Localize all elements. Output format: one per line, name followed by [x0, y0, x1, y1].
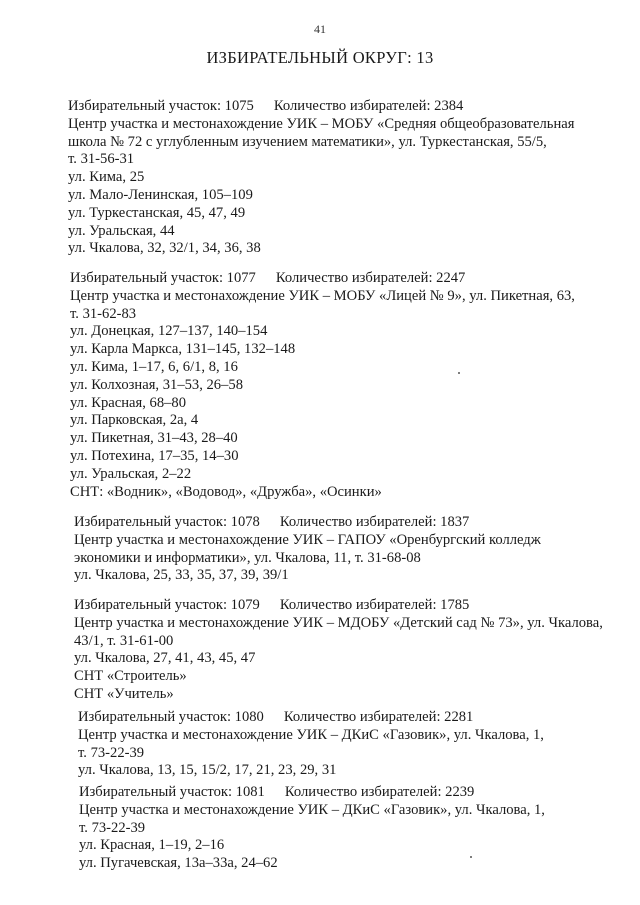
address-line: ул. Донецкая, 127–137, 140–154 — [70, 323, 268, 340]
precinct-number: Избирательный участок: 1081 — [79, 784, 265, 800]
voter-count: Количество избирателей: 2247 — [275, 270, 466, 286]
polling-station-info: Центр участка и местонахождение УИК – МОБУ «Лицей № 9», ул. Пикетная, 63, — [70, 287, 575, 304]
address-line: ул. Кима, 1–17, 6, 6/1, 8, 16 — [70, 358, 238, 375]
polling-station-info: Центр участка и местонахождение УИК – ДКиС «Газовик», ул. Чкалова, 1, — [79, 801, 545, 818]
precinct-header — [74, 597, 603, 615]
address-line: СНТ «Строитель» — [74, 668, 187, 685]
address-line: ул. Потехина, 17–35, 14–30 — [70, 447, 239, 464]
precinct-header — [68, 98, 574, 116]
address-line: ул. Чкалова, 25, 33, 35, 37, 39, 39/1 — [74, 567, 289, 584]
precinct-header — [74, 514, 541, 532]
address-line: ул. Чкалова, 13, 15, 15/2, 17, 21, 23, 29, 31 — [78, 762, 337, 779]
voter-count: Количество избирателей: 2239 — [284, 784, 475, 800]
address-line: ул. Красная, 1–19, 2–16 — [79, 837, 225, 854]
address-line: СНТ «Учитель» — [74, 685, 174, 702]
address-line: ул. Мало-Ленинская, 105–109 — [68, 186, 253, 203]
address-line: ул. Туркестанская, 45, 47, 49 — [68, 204, 246, 221]
address-line: ул. Чкалова, 32, 32/1, 34, 36, 38 — [68, 240, 261, 257]
precinct-block — [78, 709, 544, 780]
address-line: ул. Красная, 68–80 — [70, 394, 187, 411]
address-line: ул. Уральская, 2–22 — [70, 465, 192, 482]
address-line: т. 31-62-83 — [70, 305, 137, 322]
precinct-number: Избирательный участок: 1078 — [74, 514, 260, 530]
precinct-header — [79, 784, 545, 802]
voter-count: Количество избирателей: 2281 — [283, 709, 474, 725]
precinct-number: Избирательный участок: 1077 — [70, 270, 256, 286]
address-line: т. 73-22-39 — [79, 819, 146, 836]
scan-speck — [458, 372, 460, 374]
polling-station-info: Центр участка и местонахождение УИК – МОБУ «Средняя общеобразовательная — [68, 115, 575, 132]
address-line: 43/1, т. 31-61-00 — [74, 632, 174, 649]
precinct-number: Избирательный участок: 1079 — [74, 597, 260, 613]
polling-station-info: Центр участка и местонахождение УИК – ДКиС «Газовик», ул. Чкалова, 1, — [78, 726, 544, 743]
address-line: ул. Чкалова, 27, 41, 43, 45, 47 — [74, 650, 256, 667]
polling-station-info: Центр участка и местонахождение УИК – МДОБУ «Детский сад № 73», ул. Чкалова, — [74, 614, 603, 631]
precinct-block — [79, 784, 545, 873]
address-line: СНТ: «Водник», «Водовод», «Дружба», «Осинки» — [70, 483, 382, 500]
precinct-number: Избирательный участок: 1075 — [68, 98, 254, 114]
address-line: ул. Карла Маркса, 131–145, 132–148 — [70, 341, 296, 358]
precinct-block — [70, 270, 575, 501]
address-line: ул. Кима, 25 — [68, 169, 145, 186]
voter-count: Количество избирателей: 1837 — [279, 514, 470, 530]
address-line: т. 31-56-31 — [68, 151, 135, 168]
precinct-header — [78, 709, 544, 727]
precinct-block — [68, 98, 574, 258]
polling-station-info: Центр участка и местонахождение УИК – ГАПОУ «Оренбургский колледж — [74, 531, 541, 548]
address-line: ул. Парковская, 2а, 4 — [70, 412, 199, 429]
voter-count: Количество избирателей: 1785 — [279, 597, 470, 613]
voter-count: Количество избирателей: 2384 — [273, 98, 464, 114]
page-number: 41 — [314, 22, 326, 36]
precinct-number: Избирательный участок: 1080 — [78, 709, 264, 725]
precinct-header — [70, 270, 575, 288]
address-line: экономики и информатики», ул. Чкалова, 11, т. 31-68-08 — [74, 549, 421, 566]
scan-speck — [470, 856, 472, 858]
precinct-block — [74, 597, 603, 704]
district-title: ИЗБИРАТЕЛЬНЫЙ ОКРУГ: 13 — [206, 48, 434, 67]
address-line: ул. Колхозная, 31–53, 26–58 — [70, 376, 243, 393]
address-line: ул. Пугачевская, 13а–33а, 24–62 — [79, 855, 278, 872]
precinct-block — [74, 514, 541, 585]
address-line: ул. Пикетная, 31–43, 28–40 — [70, 430, 238, 447]
address-line: ул. Уральская, 44 — [68, 222, 175, 239]
address-line: школа № 72 с углубленным изучением математики», ул. Туркестанская, 55/5, — [68, 133, 547, 150]
address-line: т. 73-22-39 — [78, 744, 145, 761]
